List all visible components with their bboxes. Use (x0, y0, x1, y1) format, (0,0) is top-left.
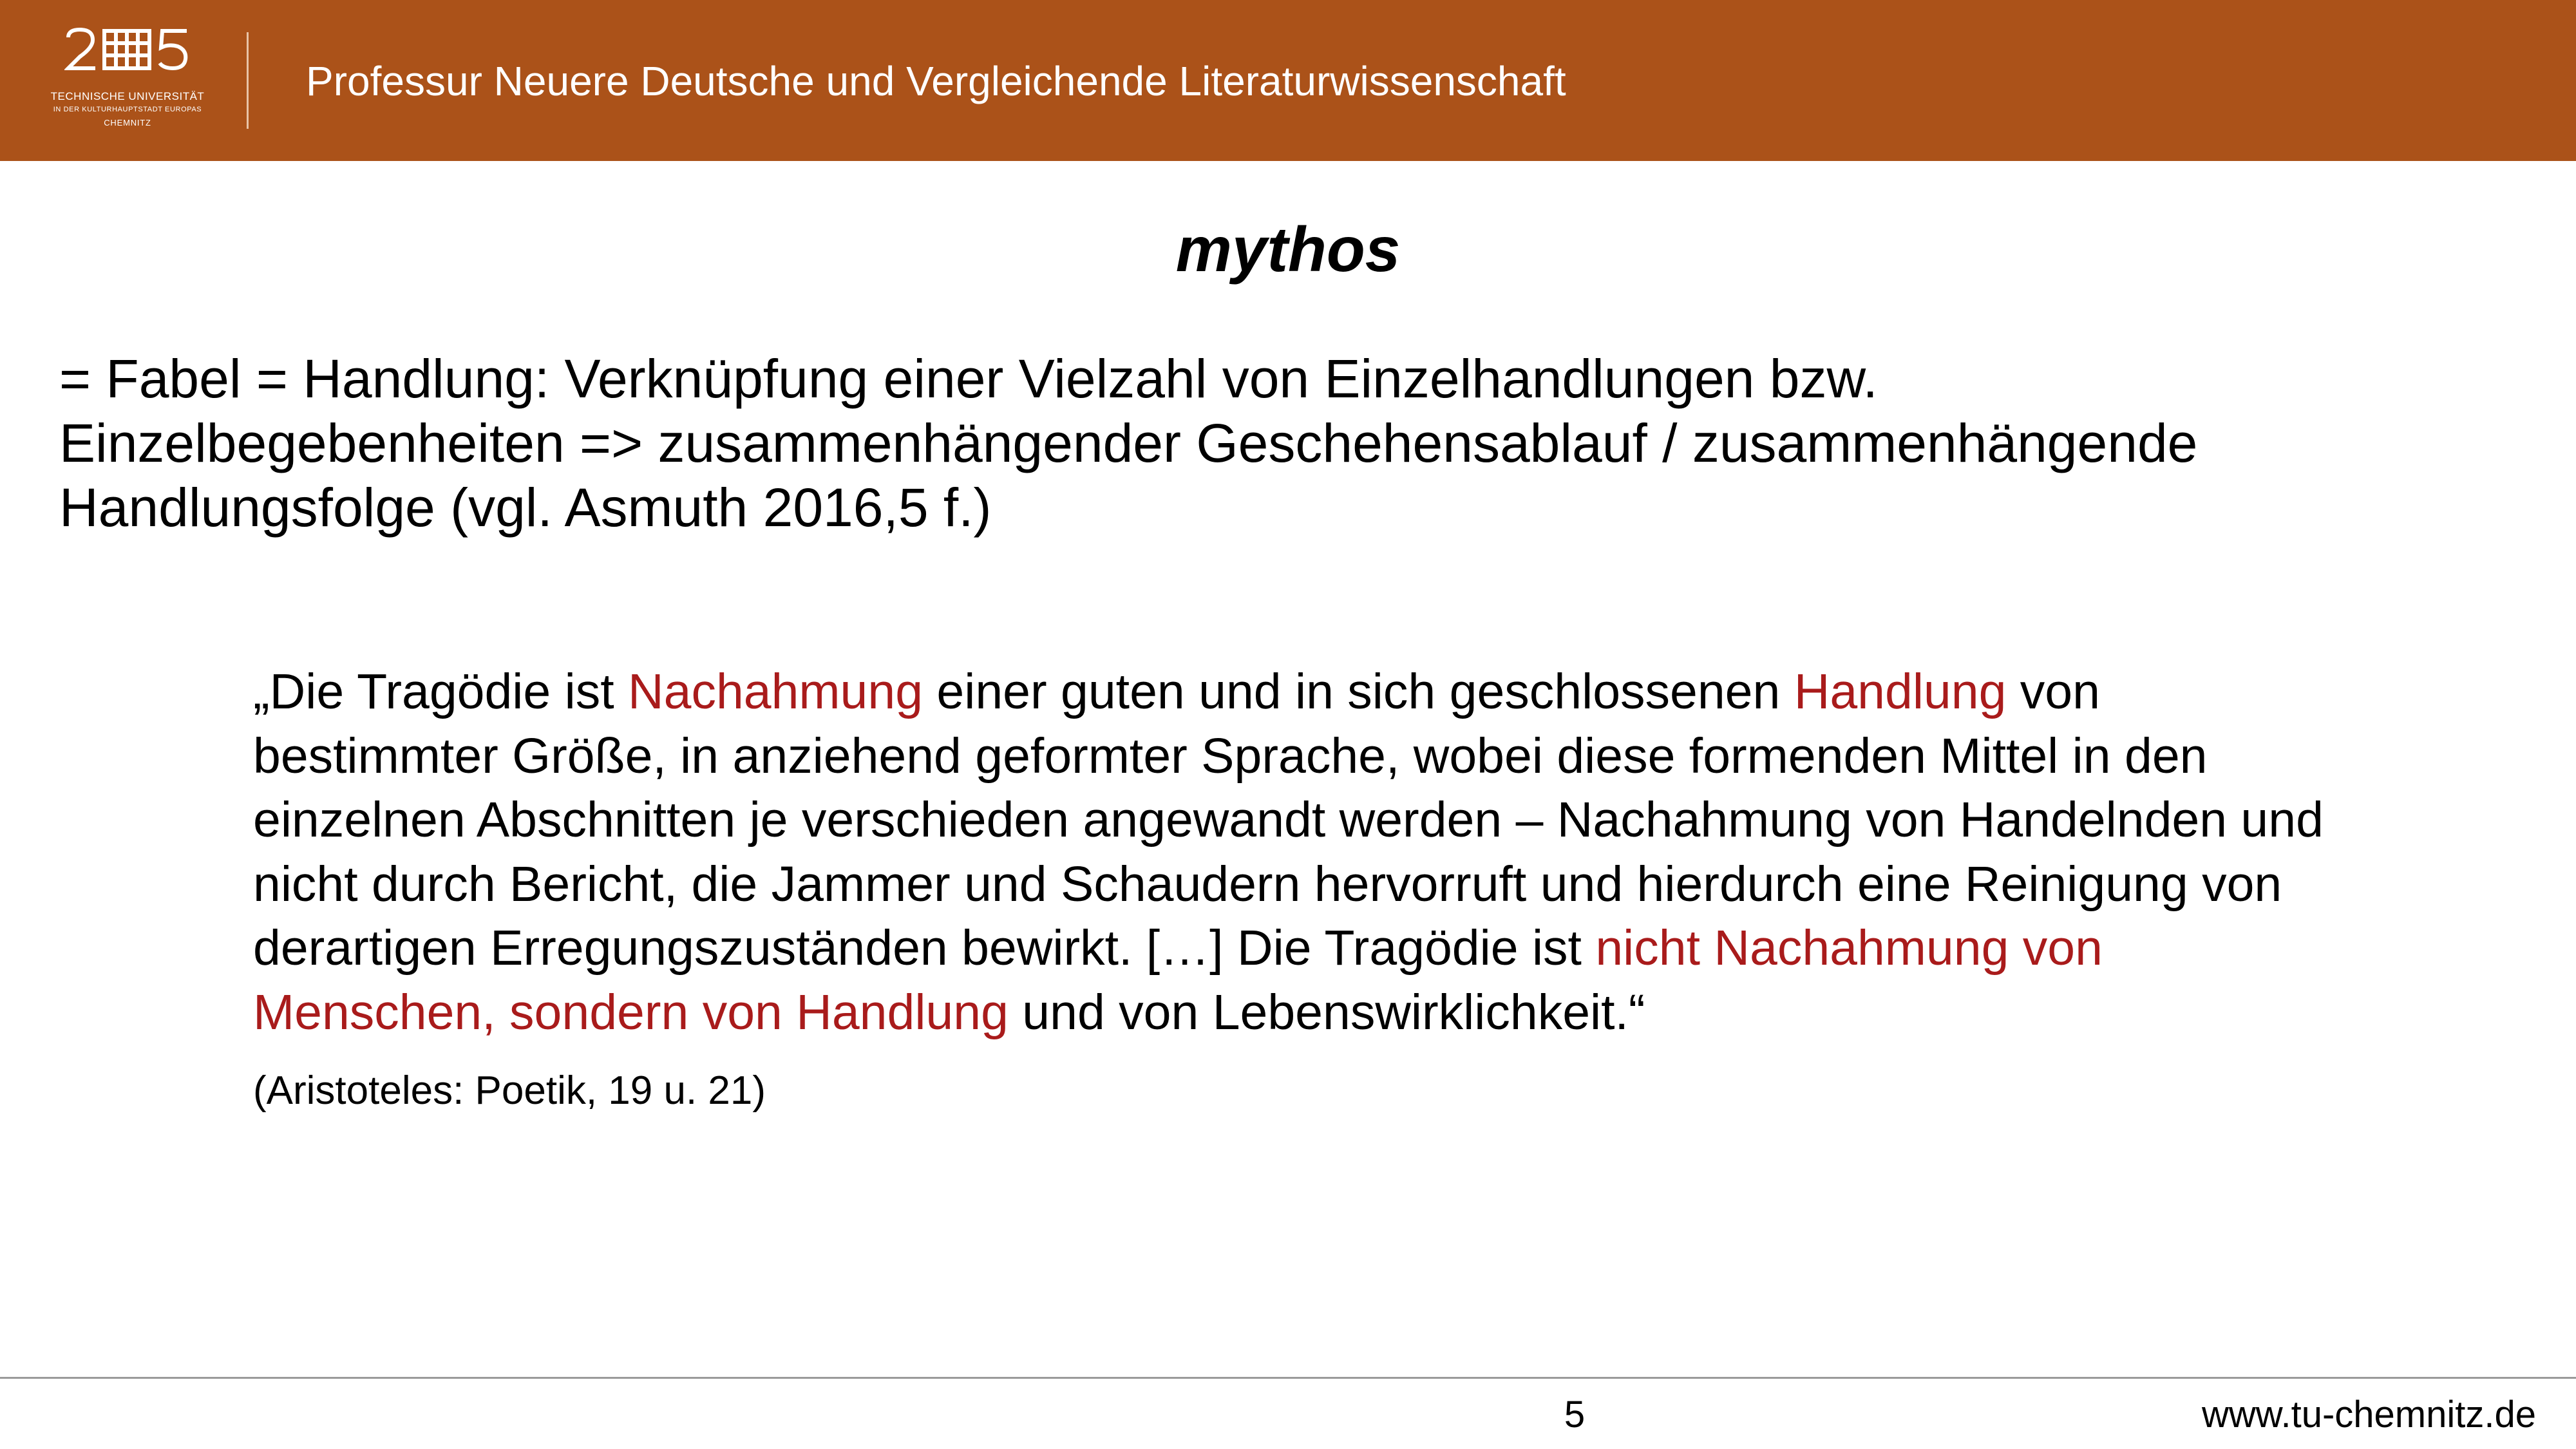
header-bar (0, 0, 2576, 161)
footer-divider (0, 1377, 2576, 1379)
slide-title: mythos (1175, 214, 1401, 285)
aristotle-quote (253, 660, 2546, 1045)
header-divider (247, 32, 249, 129)
quote-highlight: Handlung (1794, 664, 2007, 719)
quote-line (253, 660, 2546, 724)
definition-line: = Fabel = Handlung: Verknüpfung einer Vielzahl von Einzelhandlungen bzw. (59, 348, 1878, 409)
tu-chemnitz-logo-icon (64, 26, 191, 84)
quote-highlight: Nachahmung (628, 664, 923, 719)
logo-text-tagline: IN DER KULTURHAUPTSTADT EUROPAS (53, 106, 202, 113)
logo-text-university: TECHNISCHE UNIVERSITÄT (50, 90, 205, 102)
page-number: 5 (1564, 1394, 1586, 1435)
quote-highlight: Menschen, sondern von Handlung (253, 984, 1009, 1040)
university-logo (37, 26, 218, 135)
quote-text: und von Lebenswirklichkeit.“ (1008, 984, 1645, 1040)
quote-line (253, 981, 2546, 1045)
definition-line: Einzelbegebenheiten => zusammenhängender Geschehensablauf / zusammenhängende (59, 413, 2198, 473)
quote-line: nicht durch Bericht, die Jammer und Schaudern hervorruft und hierdurch eine Reinigung von (253, 856, 2282, 912)
quote-highlight: nicht Nachahmung von (1595, 920, 2103, 976)
quote-line: bestimmter Größe, in anziehend geformter Sprache, wobei diese formenden Mittel in den (253, 728, 2208, 784)
quote-line (253, 916, 2546, 981)
quote-text: derartigen Erregungszuständen bewirkt. […] Die Tragödie ist (253, 920, 1596, 976)
quote-source: (Aristoteles: Poetik, 19 u. 21) (253, 1068, 766, 1113)
quote-text: einer guten und in sich geschlossenen (923, 664, 1794, 719)
quote-line: einzelnen Abschnitten je verschieden angewandt werden – Nachahmung von Handelnden und (253, 792, 2324, 848)
definition-line: Handlungsfolge (vgl. Asmuth 2016,5 f.) (59, 477, 992, 538)
header-title: Professur Neuere Deutsche und Vergleichende Literaturwissenschaft (306, 58, 1566, 104)
website-url: www.tu-chemnitz.de (2202, 1394, 2536, 1435)
quote-text: von (2006, 664, 2100, 719)
quote-text: „Die Tragödie ist (253, 664, 629, 719)
logo-text-city: CHEMNITZ (104, 118, 151, 128)
definition-text (59, 346, 2506, 540)
